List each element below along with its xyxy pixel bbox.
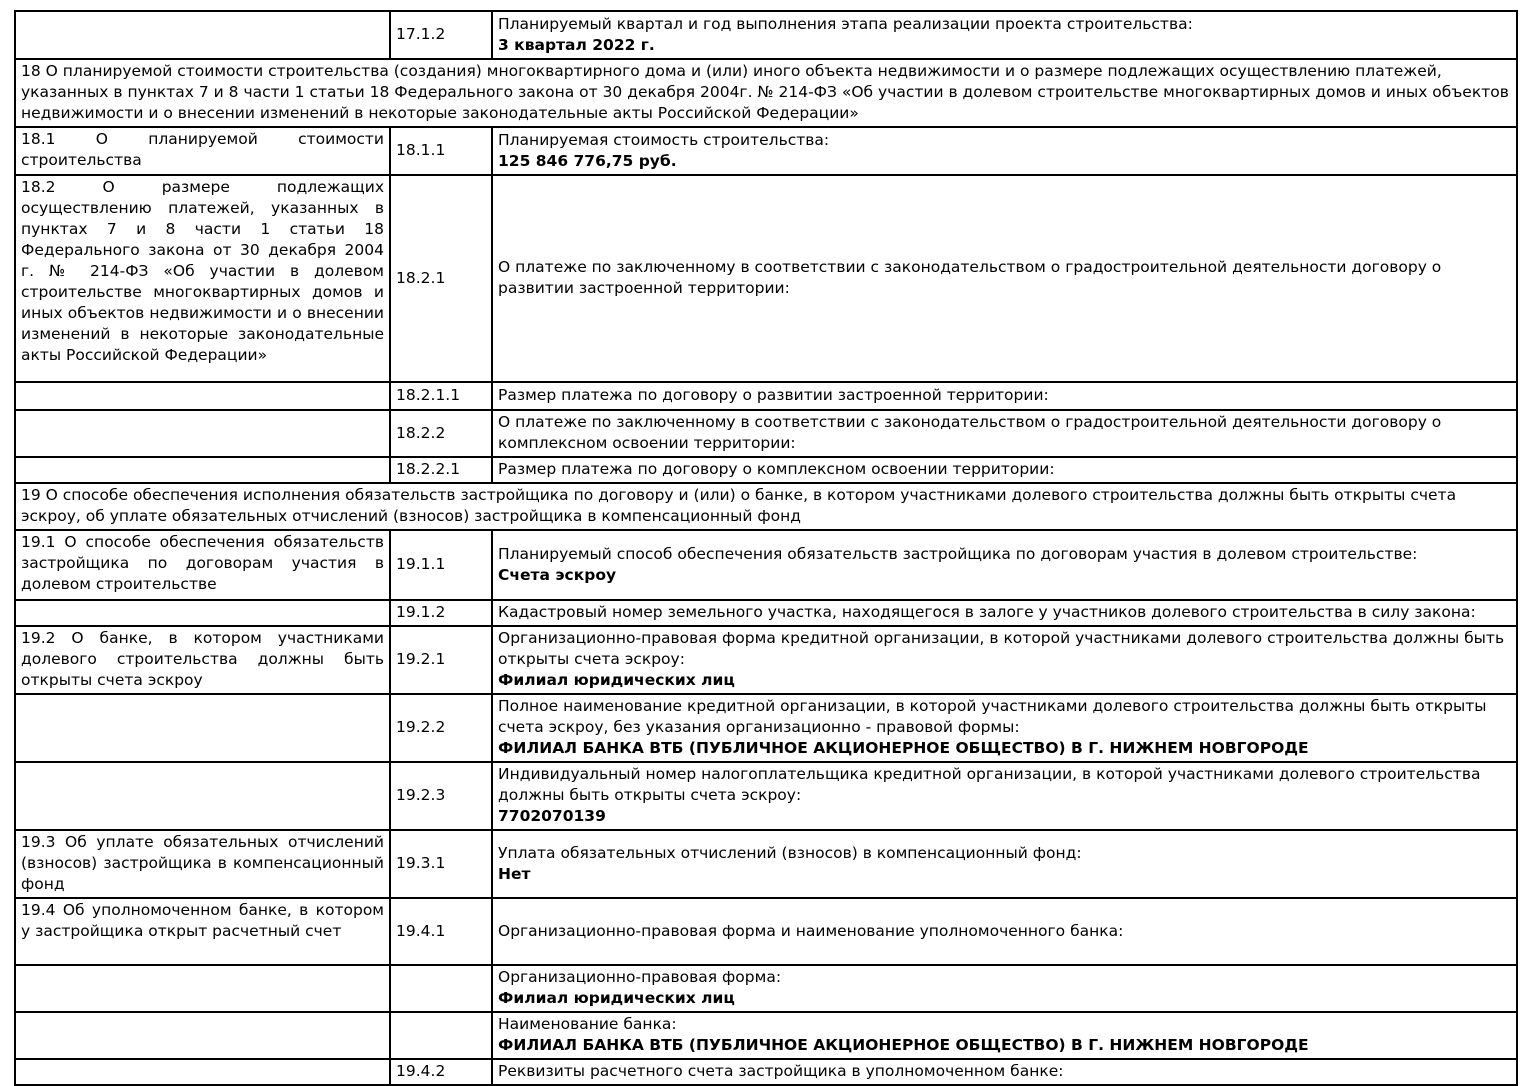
table-row [15, 1059, 1517, 1085]
table-row [15, 965, 1517, 1012]
row-description-cell [15, 600, 390, 626]
row-number-cell: 19.4.2 [390, 1059, 492, 1085]
row-content-cell [492, 762, 1517, 830]
table-row [15, 127, 1517, 175]
row-number-cell: 19.4.1 [390, 898, 492, 965]
row-content-cell [492, 457, 1517, 483]
row-number-cell: 19.2.2 [390, 694, 492, 762]
field-label: Планируемый способ обеспечения обязательств застройщика по договорам участия в долевом строительстве: [498, 544, 1418, 563]
row-number-cell: 18.2.1 [390, 175, 492, 382]
field-value: Счета эскроу [498, 565, 617, 584]
row-content-cell [492, 382, 1517, 410]
row-number-cell [390, 965, 492, 1012]
field-value: Нет [498, 864, 531, 883]
section-header-cell: 19 О способе обеспечения исполнения обязательств застройщика по договору и (или) о банке, в котором участниками долевого строительства должны быть открыты счета эскроу, об уплате обязательных отчислений (взносов) застройщика в компенсационный фонд [15, 483, 1517, 530]
row-description-cell [15, 1012, 390, 1059]
table-row [15, 410, 1517, 457]
field-label: Планируемый квартал и год выполнения этапа реализации проекта строительства: [498, 14, 1193, 33]
field-label: Размер платежа по договору о развитии застроенной территории: [498, 386, 1049, 404]
field-label: Планируемая стоимость строительства: [498, 130, 830, 149]
row-content-cell [492, 600, 1517, 626]
table-row [15, 175, 1517, 382]
field-label: Полное наименование кредитной организации, в которой участниками долевого строительства должны быть открыты счета эскроу, без указания организационно - правовой формы: [498, 697, 1487, 736]
row-description-cell [15, 410, 390, 457]
field-label: Организационно-правовая форма и наименование уполномоченного банка: [498, 921, 1124, 940]
table-body [15, 11, 1517, 1085]
field-label: Реквизиты расчетного счета застройщика в уполномоченном банке: [498, 1062, 1064, 1080]
table-row [15, 762, 1517, 830]
row-number-cell: 18.2.1.1 [390, 382, 492, 410]
row-content-cell [492, 11, 1517, 59]
row-content-cell [492, 175, 1517, 382]
field-label: Кадастровый номер земельного участка, находящегося в залоге у участников долевого строительства в силу закона: [498, 603, 1476, 621]
table-row [15, 830, 1517, 898]
table-row [15, 11, 1517, 59]
section-header-cell: 18 О планируемой стоимости строительства (создания) многоквартирного дома и (или) иного объекта недвижимости и о размере подлежащих осуществлению платежей, указанных в пунктах 7 и 8 части 1 статьи 18 Федерального закона от 30 декабря 2004г. № 214-ФЗ «Об участии в долевом строительстве многоквартирных домов и иных объектов недвижимости и о внесении изменений в некоторые законодательные акты Российской Федерации» [15, 59, 1517, 127]
table-row [15, 898, 1517, 965]
table-row [15, 600, 1517, 626]
row-number-cell: 18.1.1 [390, 127, 492, 175]
row-content-cell [492, 1059, 1517, 1085]
row-description-cell: 19.3 Об уплате обязательных отчислений (взносов) застройщика в компенсационный фонд [15, 830, 390, 898]
table-row [15, 694, 1517, 762]
row-number-cell: 19.3.1 [390, 830, 492, 898]
field-label: Организационно-правовая форма: [498, 968, 782, 986]
row-description-cell: 19.1 О способе обеспечения обязательств застройщика по договорам участия в долевом строительстве [15, 530, 390, 600]
field-label: Размер платежа по договору о комплексном освоении территории: [498, 460, 1055, 478]
project-declaration-table [14, 10, 1518, 1086]
table-row [15, 457, 1517, 483]
row-content-cell [492, 410, 1517, 457]
field-label: Уплата обязательных отчислений (взносов) в компенсационный фонд: [498, 843, 1082, 862]
field-value: Филиал юридических лиц [498, 989, 735, 1007]
row-content-cell [492, 1012, 1517, 1059]
table-row [15, 1012, 1517, 1059]
row-description-cell: 18.2 О размере подлежащих осуществлению платежей, указанных в пунктах 7 и 8 части 1 статьи 18 Федерального закона от 30 декабря 2004 г. № 214-ФЗ «Об участии в долевом строительстве многоквартирных домов и иных объектов недвижимости и о внесении изменений в некоторые законодательные акты Российской Федерации» [15, 175, 390, 382]
row-number-cell: 18.2.2.1 [390, 457, 492, 483]
row-number-cell: 18.2.2 [390, 410, 492, 457]
row-number-cell: 19.2.1 [390, 626, 492, 694]
row-description-cell [15, 457, 390, 483]
row-number-cell: 19.1.1 [390, 530, 492, 600]
field-value: ФИЛИАЛ БАНКА ВТБ (ПУБЛИЧНОЕ АКЦИОНЕРНОЕ ОБЩЕСТВО) В Г. НИЖНЕМ НОВГОРОДЕ [498, 1036, 1309, 1054]
row-description-cell [15, 11, 390, 59]
row-number-cell: 17.1.2 [390, 11, 492, 59]
row-description-cell [15, 1059, 390, 1085]
row-content-cell [492, 626, 1517, 694]
field-value: Филиал юридических лиц [498, 671, 735, 689]
field-label: Индивидуальный номер налогоплательщика кредитной организации, в которой участниками долевого строительства должны быть открыты счета эскроу: [498, 765, 1481, 804]
row-description-cell [15, 965, 390, 1012]
row-content-cell [492, 898, 1517, 965]
field-value: 125 846 776,75 руб. [498, 151, 677, 170]
row-description-cell [15, 762, 390, 830]
table-row [15, 530, 1517, 600]
row-content-cell [492, 965, 1517, 1012]
field-value: 3 квартал 2022 г. [498, 35, 655, 54]
row-number-cell: 19.1.2 [390, 600, 492, 626]
row-content-cell [492, 694, 1517, 762]
section-header-row [15, 483, 1517, 530]
field-label: Организационно-правовая форма кредитной организации, в которой участниками долевого строительства должны быть открыты счета эскроу: [498, 629, 1505, 668]
table-row [15, 382, 1517, 410]
section-header-row [15, 59, 1517, 127]
field-value: ФИЛИАЛ БАНКА ВТБ (ПУБЛИЧНОЕ АКЦИОНЕРНОЕ ОБЩЕСТВО) В Г. НИЖНЕМ НОВГОРОДЕ [498, 739, 1309, 757]
row-content-cell [492, 830, 1517, 898]
field-value: 7702070139 [498, 807, 606, 825]
field-label: О платеже по заключенному в соответствии с законодательством о градостроительной деятельности договору о развитии застроенной территории: [498, 258, 1442, 297]
row-number-cell: 19.2.3 [390, 762, 492, 830]
field-label: Наименование банка: [498, 1015, 677, 1033]
field-label: О платеже по заключенному в соответствии с законодательством о градостроительной деятельности договору о комплексном освоении территории: [498, 413, 1442, 452]
table-row [15, 626, 1517, 694]
row-description-cell: 19.4 Об уполномоченном банке, в котором у застройщика открыт расчетный счет [15, 898, 390, 965]
row-description-cell [15, 382, 390, 410]
row-description-cell: 19.2 О банке, в котором участниками долевого строительства должны быть открыты счета эскроу [15, 626, 390, 694]
row-content-cell [492, 127, 1517, 175]
row-description-cell [15, 694, 390, 762]
row-number-cell [390, 1012, 492, 1059]
row-content-cell [492, 530, 1517, 600]
row-description-cell: 18.1 О планируемой стоимости строительства [15, 127, 390, 175]
